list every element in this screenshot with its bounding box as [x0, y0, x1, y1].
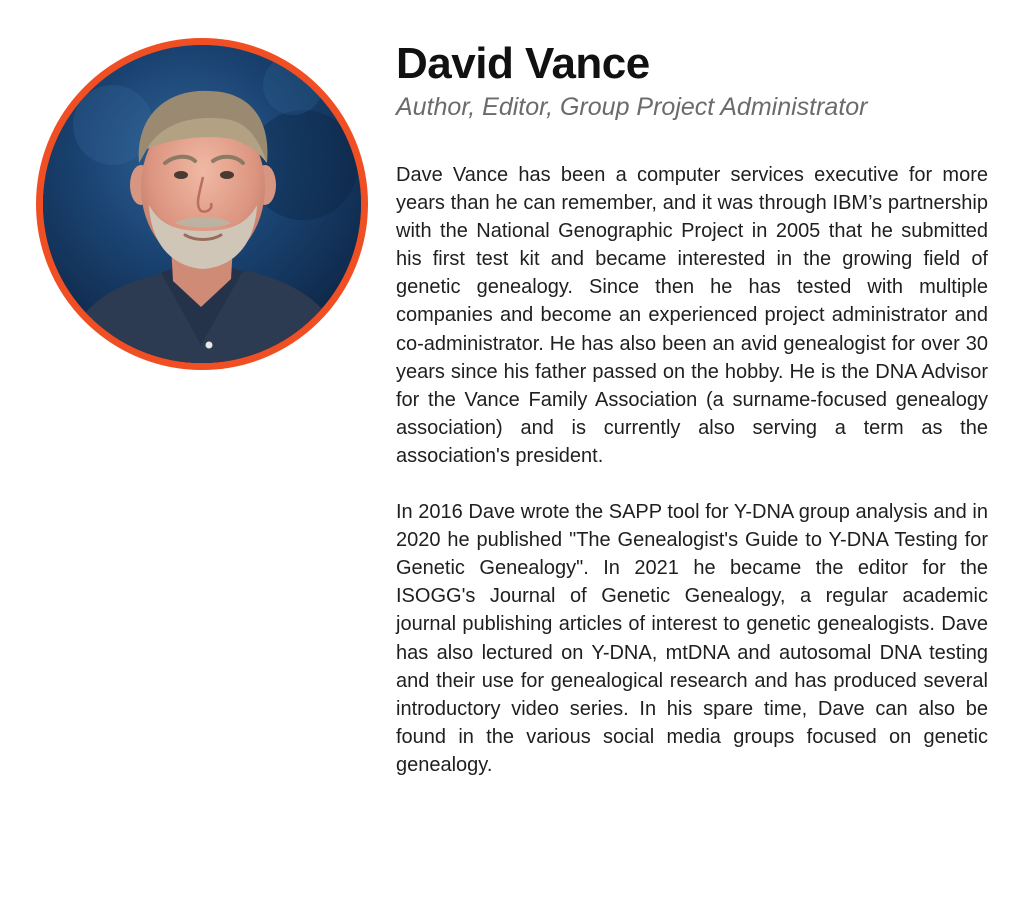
biography — [396, 161, 988, 807]
person-roles: Author, Editor, Group Project Administrator — [396, 93, 868, 121]
portrait-photo — [43, 45, 361, 363]
bio-paragraph-1: Dave Vance has been a computer services executive for more years than he can remember, and it was through IBM’s partnership with the National Genographic Project in 2005 that he submitted his first test kit and became interested in the growing field of genetic genealogy. Since then he has tested with multiple companies and become an experienced project administrator and co-administrator. He has also been an avid genealogist for over 30 years since his father passed on the hobby. He is the DNA Advisor for the Vance Family Association (a surname-focused genealogy association) and is currently also serving a term as the association's president. — [396, 164, 988, 467]
profile-photo — [36, 38, 368, 370]
bio-paragraph-2: In 2016 Dave wrote the SAPP tool for Y-DNA group analysis and in 2020 he published "The Genealogist's Guide to Y-DNA Testing for Genetic Genealogy". In 2021 he became the editor for the ISOGG's Journal of Genetic Genealogy, a regular academic journal publishing articles of interest to genetic genealogists. Dave has also lectured on Y-DNA, mtDNA and autosomal DNA testing and their use for genealogical research and has produced several introductory video series. In his spare time, Dave can also be found in the various social media groups focused on genetic genealogy. — [396, 501, 988, 776]
person-name: David Vance — [396, 39, 650, 88]
